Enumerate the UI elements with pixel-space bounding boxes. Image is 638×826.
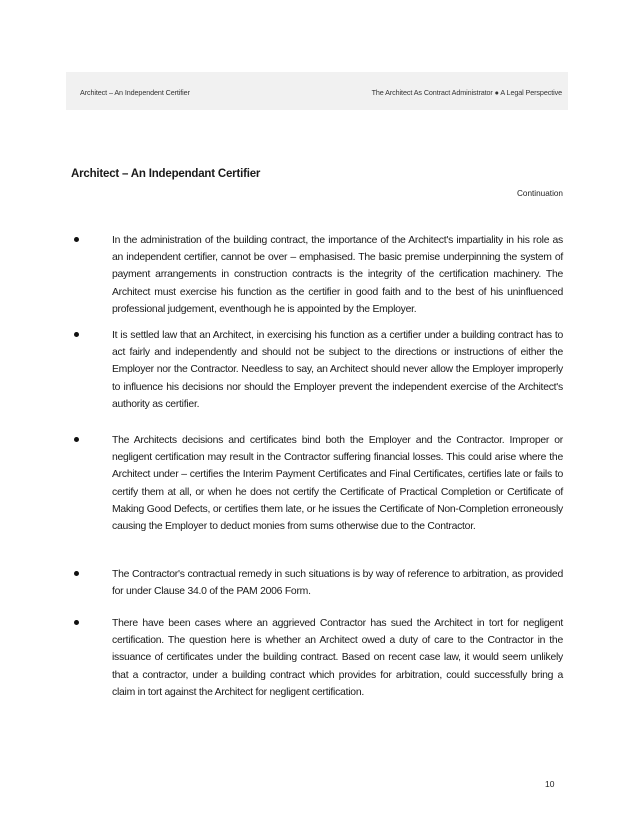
bullet-text: The Contractor's contractual remedy in such situations is by way of reference to arbitration, as provided for under Clause 34.0 of the PAM 2006 Form. [112,569,563,598]
bullet-dot-icon [74,332,79,337]
bullet-dot-icon [74,437,79,442]
bullet-text: In the administration of the building contract, the importance of the Architect's impartiality in his role as an independent certifier, cannot be over – emphasised. The basic premise underpinning the system of payment arrangements in construction contracts is the integrity of the certification machinery. The Architect must exercise his function as the certifier in good faith and to the best of his uninfluenced professional judgement, eventhough he is appointed by the Employer. [112,235,563,315]
running-header [66,72,568,110]
continuation-label: Continuation [517,189,563,198]
page-number: 10 [545,779,555,789]
bullet-dot-icon [74,237,79,242]
bullet-text: There have been cases where an aggrieved Contractor has sued the Architect in tort for negligent certification. The question here is whether an Architect owed a duty of care to the Contractor in the issuance of certificates under the building contract. Based on recent case law, it would seem unlikely that a contractor, under a building contract which provides for arbitration, could successfully bring a claim in tort against the Architect for negligent certification. [112,618,563,698]
bullet-dot-icon [74,620,79,625]
section-title: Architect – An Independant Certifier [71,168,261,180]
bullet-text: The Architects decisions and certificates bind both the Employer and the Contractor. Improper or negligent certification may result in the Contractor suffering financial losses. This could arise where the Architect under – certifies the Interim Payment Certificates and Final Certificates, certifies late or fails to certify them at all, or when he does not certify the Certificate of Practical Completion or Certificate of Making Good Defects, or certifies them late, or he issues the Certificate of Non-Completion erroneously causing the Employer to deduct monies from sums otherwise due to the Contractor. [112,435,563,533]
bullet-text: It is settled law that an Architect, in exercising his function as a certifier under a building contract has to act fairly and independently and should not be subject to the directions or instructions of either the Employer nor the Contractor. Needless to say, an Architect should never allow the Employer improperly to influence his decisions nor should the Employer prevent the independent exercise of the Architect's authority as certifier. [112,330,563,410]
header-left-title: Architect – An Independent Certifier [80,88,190,97]
bullet-dot-icon [74,571,79,576]
header-right-title: The Architect As Contract Administrator ● A Legal Perspective [371,88,562,97]
